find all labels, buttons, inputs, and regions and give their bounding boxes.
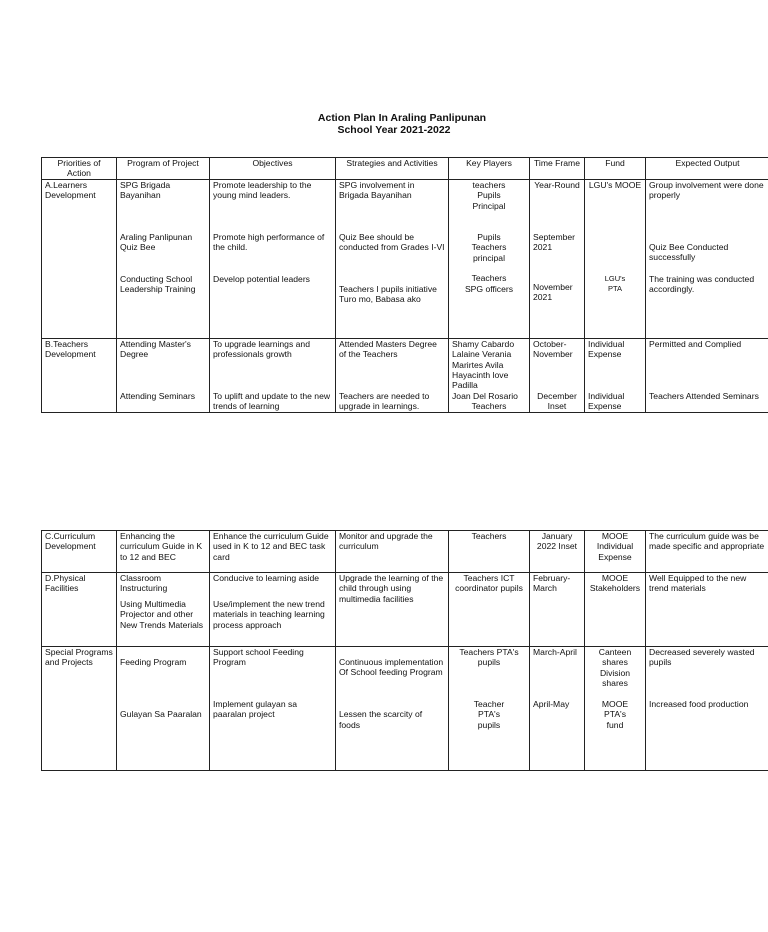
- key-players-cell: [449, 647, 530, 771]
- header-fund: Fund: [585, 158, 646, 180]
- player-name: SPG officers: [464, 283, 514, 294]
- strategy-text: SPG involvement in Brigada Bayanihan: [339, 179, 415, 201]
- objective-cell: [210, 573, 336, 647]
- strategy-text: Attended Masters Degree of the Teachers: [339, 338, 437, 360]
- fund-cell: MOOE Stakeholders: [585, 573, 646, 647]
- priority-cell: D.Physical Facilities: [42, 573, 117, 647]
- priority-cell: B.Teachers Development: [42, 338, 117, 412]
- key-players-cell: [449, 338, 530, 412]
- header-program: Program of Project: [117, 158, 210, 180]
- header-row: [42, 158, 768, 180]
- strategy-cell: Upgrade the learning of the child through using multimedia facilities: [336, 573, 449, 647]
- header-priorities: Priorities of Action: [42, 158, 117, 180]
- program-text: SPG Brigada Bayanihan: [120, 179, 171, 201]
- program-text: Conducting School Leadership Training: [120, 273, 196, 295]
- action-plan-table-bottom: [41, 530, 768, 771]
- fund-cell: [585, 179, 646, 338]
- output-text: Permitted and Complied: [649, 338, 742, 349]
- program-cell: [117, 338, 210, 412]
- fund-cell: [585, 338, 646, 412]
- strategy-text: Quiz Bee should be conducted from Grades I-VI: [339, 231, 445, 253]
- objective-text: Promote high performance of the child.: [213, 231, 325, 253]
- table-row: [42, 647, 768, 771]
- output-text: Quiz Bee Conducted successfully: [649, 241, 729, 263]
- table-row: [42, 179, 768, 338]
- objective-cell: [210, 179, 336, 338]
- player-name: Joan Del Rosario: [452, 390, 518, 401]
- key-players-cell: Teachers ICT coordinator pupils: [449, 573, 530, 647]
- program-text: Gulayan Sa Paaralan: [120, 709, 202, 719]
- strategy-text: Lessen the scarcity of foods: [339, 709, 423, 730]
- strategy-text: Of School feeding Program: [339, 667, 443, 678]
- header-objectives: Objectives: [210, 158, 336, 180]
- output-cell: Well Equipped to the new trend materials: [646, 573, 768, 647]
- objective-cell: [210, 338, 336, 412]
- key-players-cell: Teachers: [449, 531, 530, 573]
- program-text: Using Multimedia Projector and other New Trends Materials: [120, 599, 204, 630]
- player-name: Lalaine Verania: [452, 349, 512, 360]
- player-name: Teacher: [473, 699, 505, 709]
- objective-text: Support school Feeding Program: [213, 647, 304, 668]
- fund-text: PTA's: [603, 709, 626, 720]
- player-name: teachers: [472, 179, 506, 190]
- table-row: [42, 531, 768, 573]
- time-text: Year-Round: [534, 179, 580, 190]
- priority-cell: C.Curriculum Development: [42, 531, 117, 573]
- fund-text: Individual Expense: [588, 390, 625, 412]
- strategy-text: Turo mo, Babasa ako: [339, 294, 421, 305]
- output-text: Teachers Attended Seminars: [649, 390, 759, 401]
- strategy-cell: [336, 179, 449, 338]
- player-name: Teachers: [471, 401, 507, 412]
- objective-text: To uplift and update to the new trends of learning: [213, 390, 331, 412]
- objective-text: Implement gulayan sa paaralan project: [213, 699, 298, 720]
- player-name: Hayacinth love Padilla: [452, 370, 509, 391]
- time-frame-cell: February-March: [530, 573, 585, 647]
- strategy-cell: Monitor and upgrade the curriculum: [336, 531, 449, 573]
- program-text: Araling Panlipunan Quiz Bee: [120, 231, 193, 253]
- table-row: [42, 338, 768, 412]
- objective-cell: [210, 647, 336, 771]
- time-text: March-April: [533, 647, 577, 657]
- player-name: PTA's: [477, 709, 500, 720]
- action-plan-table-top: [41, 157, 768, 413]
- strategy-cell: [336, 647, 449, 771]
- key-players-cell: [449, 179, 530, 338]
- player-name: Pupils: [477, 190, 501, 201]
- program-text: Classroom Instructuring: [120, 573, 168, 594]
- objective-cell: Enhance the curriculum Guide used in K to 12 and BEC task card: [210, 531, 336, 573]
- objective-text: To upgrade learnings and professionals growth: [213, 338, 310, 360]
- output-text: The training was conducted accordingly.: [649, 273, 755, 295]
- player-name: Teachers: [471, 273, 507, 284]
- program-text: Attending Master's Degree: [120, 338, 191, 360]
- output-text: Increased food production: [649, 699, 749, 709]
- strategy-text: Teachers I pupils initiative: [339, 283, 437, 294]
- document-title: Action Plan In Araling Panlipunan: [317, 112, 487, 124]
- player-name: pupils: [477, 719, 501, 730]
- player-name: Marirtes Avila: [452, 359, 504, 370]
- objective-text: Promote leadership to the young mind leaders.: [213, 179, 312, 201]
- fund-text: MOOE: [601, 699, 629, 709]
- header-strategies: Strategies and Activities: [336, 158, 449, 180]
- fund-text: fund: [606, 719, 624, 730]
- program-text: Attending Seminars: [120, 390, 195, 401]
- strategy-text: Teachers are needed to upgrade in learnings.: [339, 390, 430, 412]
- strategy-text: Continuous implementation: [339, 657, 444, 667]
- objective-text: Develop potential leaders: [213, 273, 310, 284]
- fund-cell: [585, 647, 646, 771]
- output-text: Decreased severely wasted pupils: [649, 647, 755, 668]
- objective-text: Use/implement the new trend materials in teaching learning process approach: [213, 599, 325, 630]
- fund-cell: MOOE Individual Expense: [585, 531, 646, 573]
- fund-text: PTA: [607, 284, 623, 294]
- program-text: Feeding Program: [120, 657, 187, 667]
- program-cell: [117, 573, 210, 647]
- player-name: Shamy Cabardo: [452, 338, 515, 349]
- document-subtitle: School Year 2021-2022: [337, 124, 451, 136]
- program-cell: [117, 647, 210, 771]
- fund-text: LGU's MOOE: [588, 179, 642, 190]
- player-name: Principal: [472, 200, 506, 211]
- player-name: principal: [472, 252, 505, 263]
- fund-text: LGU's: [604, 273, 626, 283]
- strategy-cell: [336, 338, 449, 412]
- header-time-frame: Time Frame: [530, 158, 585, 180]
- header-expected-output: Expected Output: [646, 158, 768, 180]
- output-cell: The curriculum guide was be made specific and appropriate: [646, 531, 768, 573]
- time-text: April-May: [533, 699, 570, 709]
- table-row: [42, 573, 768, 647]
- time-frame-cell: [530, 338, 585, 412]
- output-cell: [646, 647, 768, 771]
- time-text: October-November: [533, 338, 573, 360]
- time-frame-cell: January 2022 Inset: [530, 531, 585, 573]
- fund-text: Canteen shares Division shares: [598, 647, 632, 689]
- time-text: December: [537, 390, 577, 401]
- time-text: Inset: [547, 401, 567, 412]
- player-name: Teachers PTA's pupils: [459, 647, 519, 668]
- time-frame-cell: [530, 647, 585, 771]
- program-cell: Enhancing the curriculum Guide in K to 12 and BEC: [117, 531, 210, 573]
- time-frame-cell: [530, 179, 585, 338]
- fund-text: Individual Expense: [588, 338, 625, 360]
- priority-cell: A.Learners Development: [42, 179, 117, 338]
- objective-text: Conducive to learning aside: [213, 573, 320, 583]
- priority-cell: Special Programs and Projects: [42, 647, 117, 771]
- player-name: Teachers: [471, 242, 507, 253]
- header-key-players: Key Players: [449, 158, 530, 180]
- program-cell: [117, 179, 210, 338]
- time-text: November 2021: [533, 281, 573, 303]
- time-text: September 2021: [533, 231, 576, 253]
- player-name: Pupils: [477, 232, 501, 243]
- output-text: Group involvement were done properly: [649, 179, 764, 201]
- output-cell: [646, 179, 768, 338]
- output-cell: [646, 338, 768, 412]
